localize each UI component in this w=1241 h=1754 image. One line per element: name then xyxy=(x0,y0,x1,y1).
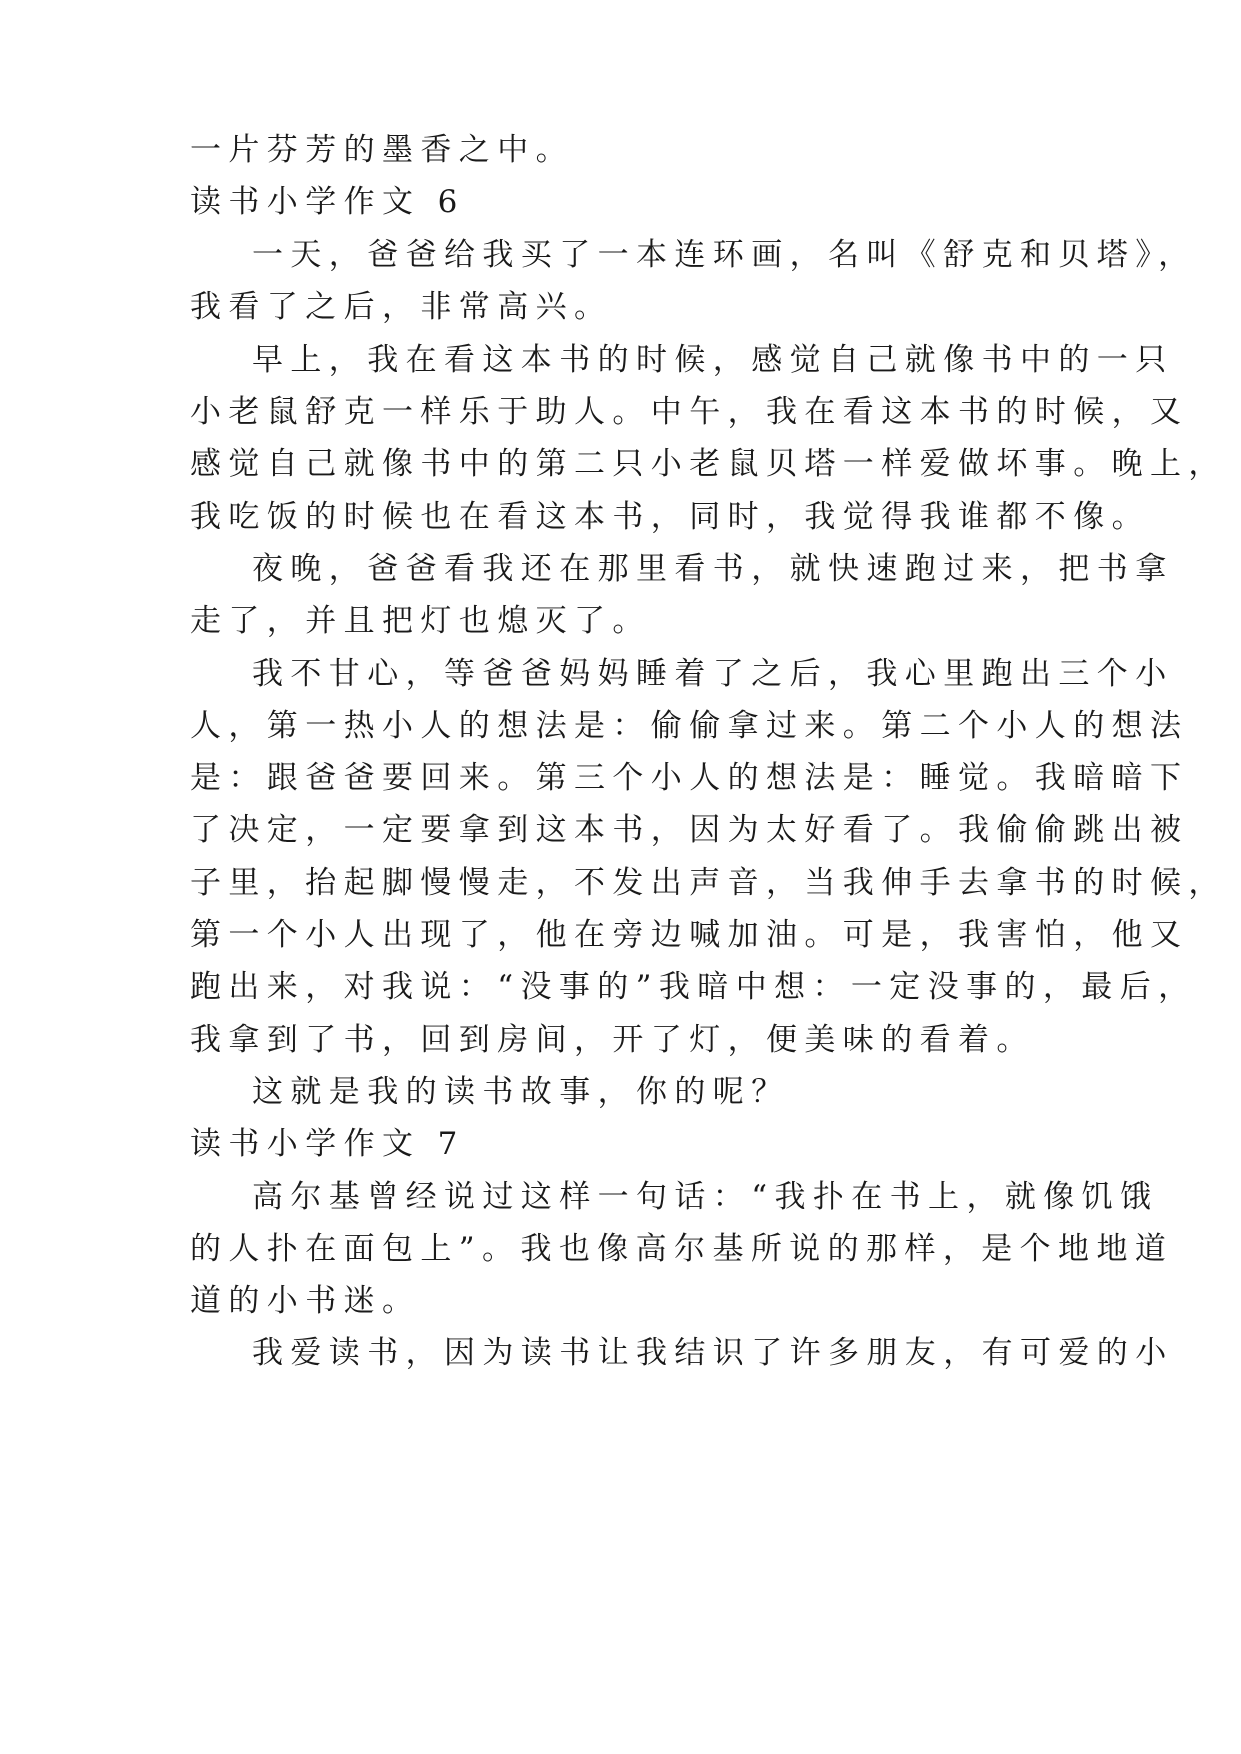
paragraph-line: 早上，我在看这本书的时候，感觉自己就像书中的一只 xyxy=(252,342,1174,378)
paragraph-line: 夜晚，爸爸看我还在那里看书，就快速跑过来，把书拿 xyxy=(252,551,1174,587)
paragraph-line: 人，第一热小人的想法是：偷偷拿过来。第二个小人的想法 xyxy=(190,708,1189,744)
paragraph-line: 我不甘心，等爸爸妈妈睡着了之后，我心里跑出三个小 xyxy=(252,656,1174,692)
paragraph-line: 跑出来，对我说：“没事的”我暗中想：一定没事的，最后， xyxy=(190,969,1197,1005)
paragraph-line: 小老鼠舒克一样乐于助人。中午，我在看这本书的时候，又 xyxy=(190,394,1189,430)
paragraph-line: 我爱读书，因为读书让我结识了许多朋友，有可爱的小 xyxy=(252,1335,1174,1371)
paragraph-line: 我拿到了书，回到房间，开了灯，便美味的看着。 xyxy=(190,1022,1035,1058)
paragraph-line: 的人扑在面包上”。我也像高尔基所说的那样，是个地地道 xyxy=(190,1231,1174,1267)
paragraph-line: 了决定，一定要拿到这本书，因为太好看了。我偷偷跳出被 xyxy=(190,812,1189,848)
paragraph-line: 这就是我的读书故事，你的呢？ xyxy=(252,1074,790,1110)
paragraph-line: 子里，抬起脚慢慢走，不发出声音，当我伸手去拿书的时候， xyxy=(190,865,1227,901)
section-heading: 读书小学作文 6 xyxy=(190,184,465,220)
paragraph-line: 走了，并且把灯也熄灭了。 xyxy=(190,603,651,639)
paragraph-line: 一天，爸爸给我买了一本连环画，名叫《舒克和贝塔》， xyxy=(252,237,1197,273)
paragraph-line: 是：跟爸爸要回来。第三个小人的想法是：睡觉。我暗暗下 xyxy=(190,760,1189,796)
paragraph-line: 我吃饭的时候也在看这本书，同时，我觉得我谁都不像。 xyxy=(190,499,1150,535)
paragraph-line: 感觉自己就像书中的第二只小老鼠贝塔一样爱做坏事。晚上， xyxy=(190,446,1227,482)
paragraph-line: 道的小书迷。 xyxy=(190,1283,421,1319)
paragraph-line: 高尔基曾经说过这样一句话：“我扑在书上，就像饥饿 xyxy=(252,1179,1159,1215)
section-heading: 读书小学作文 7 xyxy=(190,1126,465,1162)
paragraph-line: 我看了之后，非常高兴。 xyxy=(190,289,613,325)
paragraph-line: 一片芬芳的墨香之中。 xyxy=(190,132,574,168)
paragraph-line: 第一个小人出现了，他在旁边喊加油。可是，我害怕，他又 xyxy=(190,917,1189,953)
